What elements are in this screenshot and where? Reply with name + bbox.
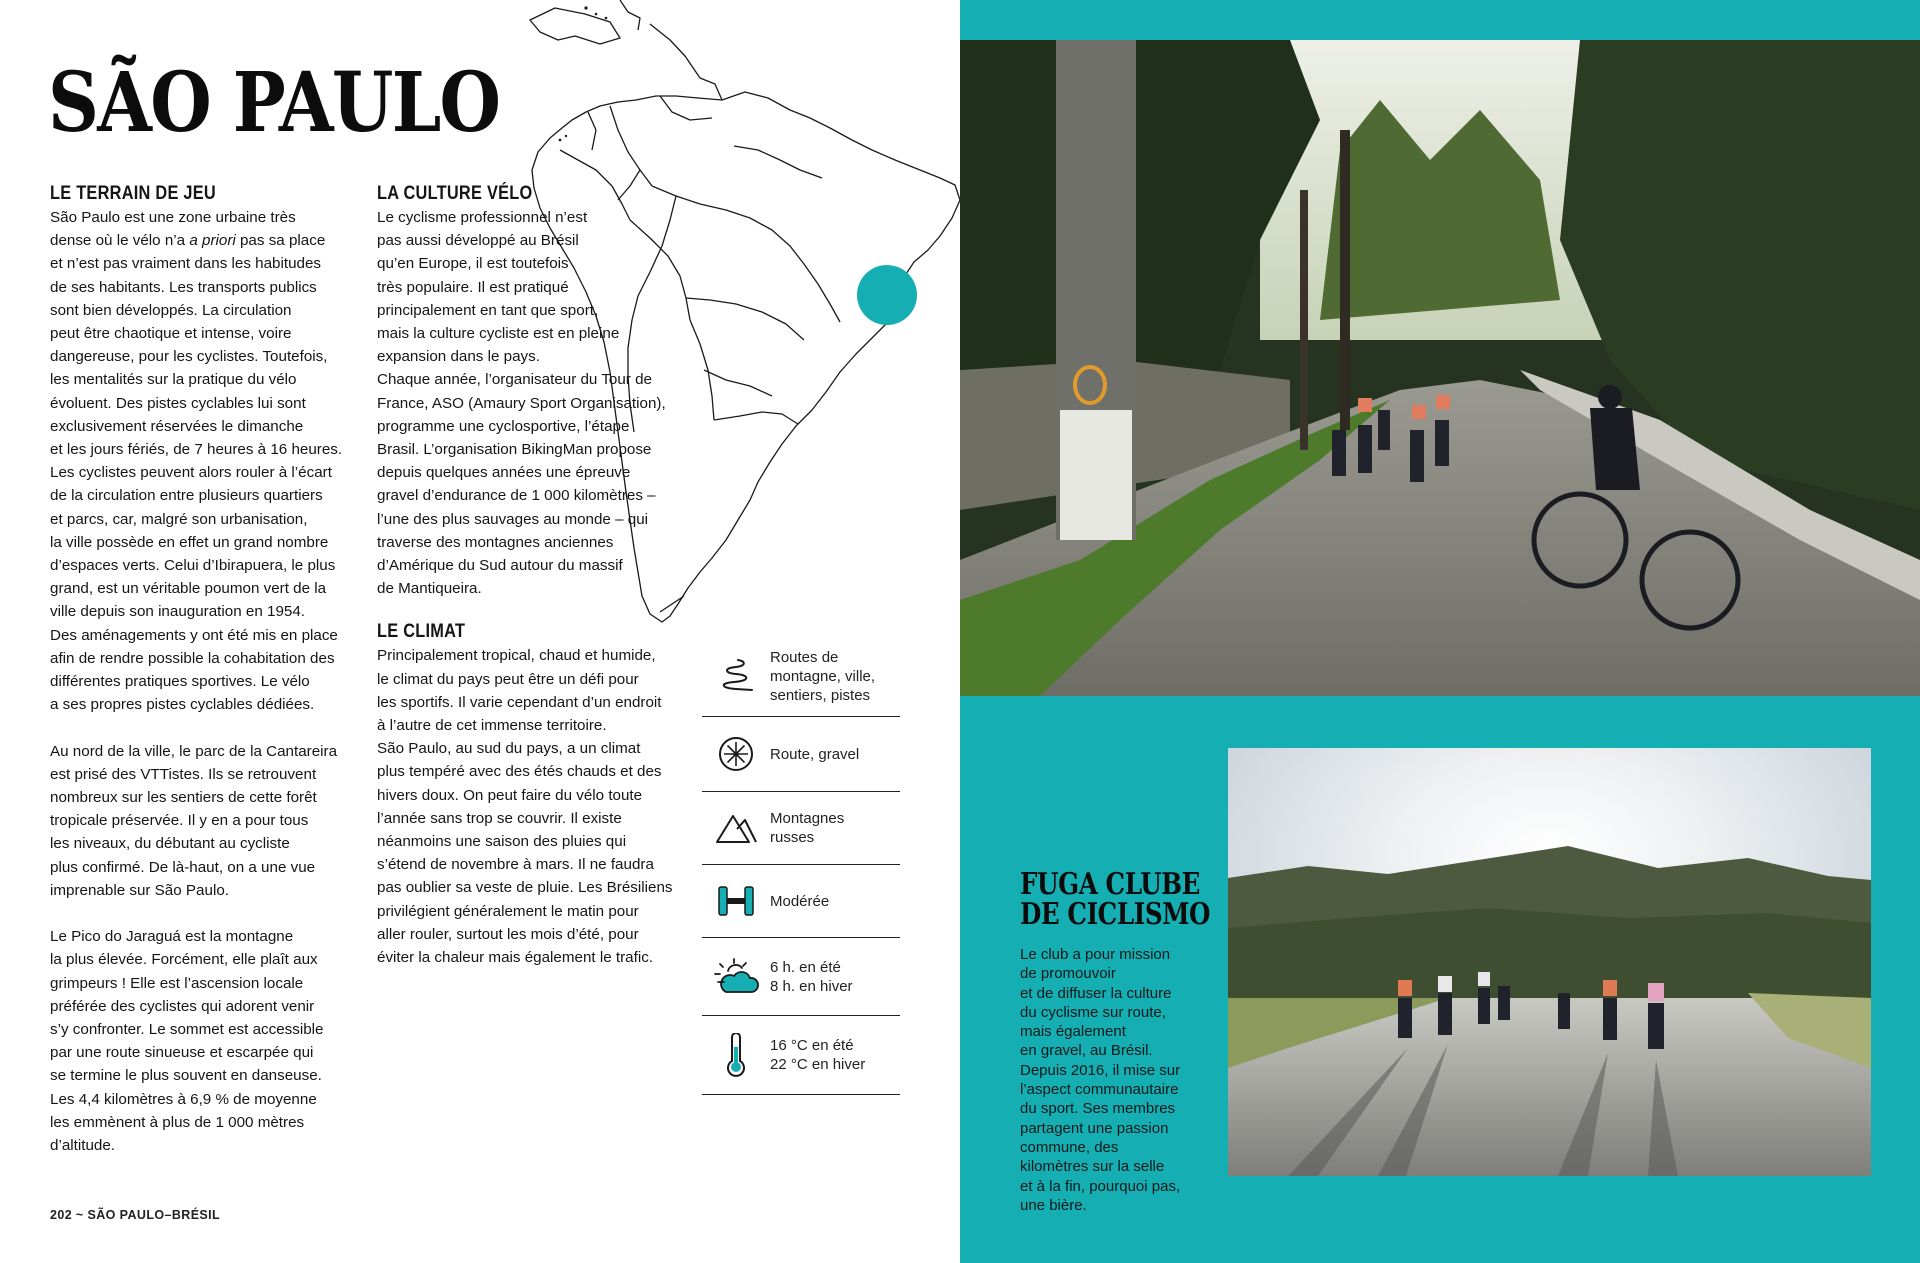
fact-difficulty-text: Modérée — [770, 892, 830, 910]
page-title: SÃO PAULO — [48, 55, 500, 151]
terrain-heading: LE TERRAIN DE JEU — [50, 183, 216, 204]
fact-relief-text: Montagnes russes — [770, 810, 845, 846]
fact-bike-text: Route, gravel — [770, 745, 860, 763]
facts-box — [702, 636, 900, 1095]
map-islands — [559, 6, 608, 141]
climate-heading: LE CLIMAT — [377, 621, 466, 643]
winding-road-icon — [702, 657, 770, 695]
wheel-icon — [702, 735, 770, 773]
climate-paragraph: Principalement tropical, chaud et humide, le climat du pays peut être un défi pour les sportifs. Il varie cependant d’un endroit à l’autre de cet immense territoire. São Paulo, au sud du pays, a un climat plus tempéré avec des étés chauds et des hivers doux. On peut faire du vélo toute l’année sans trop se couvrir. Il existe néanmoins une saison des pluies qui s’étend de novembre à mars. Il ne faudra pas oublier sa veste de pluie. Les Brésiliens privilégient généralement le matin pour aller rouler, surtout les mois d’été, pour éviter la chaleur mais également le trafic. — [377, 647, 673, 967]
fact-temperature — [702, 1016, 900, 1095]
terrain-p1-text-a: São Paulo est une zone urbaine très dense où le vélo n’a — [50, 209, 296, 250]
sao-paulo-location-marker — [857, 265, 917, 325]
fact-relief — [702, 792, 900, 865]
sun-cloud-icon — [702, 958, 770, 996]
mountains-icon — [702, 812, 770, 844]
dumbbell-icon — [702, 884, 770, 918]
climate-section — [377, 620, 697, 969]
fact-daylight — [702, 938, 900, 1016]
club-description: Le club a pour mission de promouvoir et de diffuser la culture du cyclisme sur route, mais également en gravel, au Brésil. Depuis 2016, il mise sur l’aspect communautaire du sport. Ses membres partagent une passion commune, des kilomètres sur la selle et à la fin, pourquoi pas, une bière. — [1020, 946, 1181, 1214]
fact-temperature-text: 16 °C en été 22 °C en hiver — [770, 1037, 866, 1073]
thermometer-icon — [702, 1033, 770, 1077]
page-footer: 202 ~ SÃO PAULO–BRÉSIL — [50, 1208, 221, 1222]
terrain-p1-text-b: pas sa place et n’est pas vraiment dans les habitudes de ses habitants. Les transports publics sont bien développés. La circulation peut être chaotique et intense, voire dangereuse, pour les cyclistes. Toutefois, les mentalités sur la pratique du vélo évoluent. Des pistes cyclables lui sont exclusivement réservées le dimanche et les jours fériés, de 7 heures à 16 heures. Les cyclistes peuvent alors rouler à l’écart de la circulation entre plusieurs quartiers et parcs, car, malgré son urbanisation, la ville possède en effet un grand nombre d’espaces verts. Celui d’Ibirapuera, le plus grand, est un véritable poumon vert de la ville depuis son inauguration en 1954. Des aménagements y ont été mis en place afin de rendre possible la cohabitation des différentes pratiques sportives. Le vélo a ses propres pistes cyclables dédiées. — [50, 232, 343, 714]
terrain-paragraph-2: Au nord de la ville, le parc de la Cantareira est prisé des VTTistes. Ils se retrouvent nombreux sur les sentiers de cette forêt tropicale préservée. Il y en a pour tous les niveaux, du débutant au cycliste plus confirmé. De là-haut, on a une vue imprenable sur São Paulo. — [50, 742, 338, 899]
fact-terrain-type — [702, 636, 900, 717]
club-title: FUGA CLUBE DE CICLISMO — [1020, 867, 1211, 932]
culture-heading: LA CULTURE VÉLO — [377, 183, 533, 204]
terrain-p1-italic: a priori — [189, 232, 236, 250]
fact-difficulty — [702, 865, 900, 938]
terrain-paragraph-3: Le Pico do Jaraguá est la montagne la plus élevée. Forcément, elle plaît aux grimpeurs ! Elle est l’ascension locale préférée des cyclistes qui adorent venir s’y confronter. Le sommet est accessible par une route sinueuse et escarpée qui se termine le plus souvent en danseuse. Les 4,4 kilomètres à 6,9 % de moyenne les emmènent à plus de 1 000 mètres d’altitude. — [50, 928, 324, 1155]
fact-bike-type — [702, 717, 900, 792]
fact-daylight-text: 6 h. en été 8 h. en hiver — [770, 958, 853, 995]
culture-climate-column — [377, 182, 697, 969]
fact-terrain-text: Routes de montagne, ville, sentiers, pistes — [770, 648, 876, 704]
cyclists-sunset-road-photo — [1228, 748, 1871, 1176]
cyclists-forest-road-photo — [960, 40, 1920, 696]
terrain-column — [50, 182, 360, 1157]
terrain-paragraph-1 — [50, 206, 360, 716]
culture-paragraph: Le cyclisme professionnel n’est pas aussi développé au Brésil qu’en Europe, il est toutefois très populaire. Il est pratiqué principalement en tant que sport, mais la culture cycliste est en pleine expansion dans le pays. Chaque année, l’organisateur du Tour de France, ASO (Amaury Sport Organisation), programme une cyclosportive, l’étape Brasil. L’organisation BikingMan propose depuis quelques années une épreuve gravel d’endurance de 1 000 kilomètres – l’une des plus sauvages au monde – qui traverse des montagnes anciennes d’Amérique du Sud autour du massif de Mantiqueira. — [377, 209, 666, 598]
